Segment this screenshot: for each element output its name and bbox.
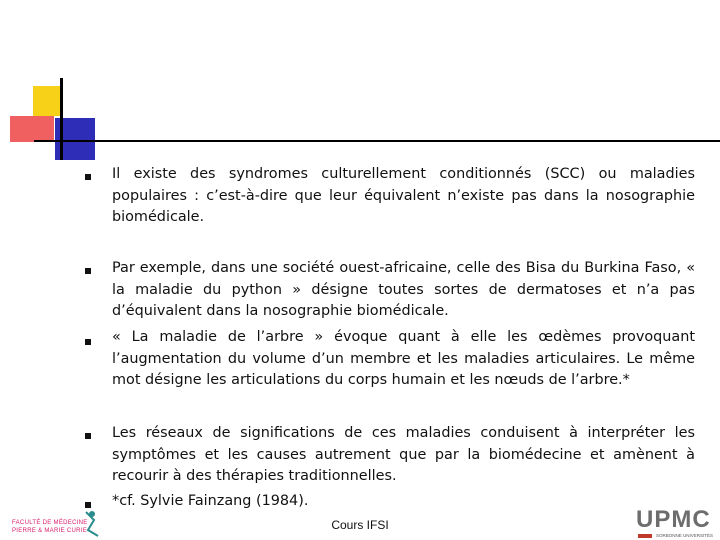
bullet-item — [112, 327, 695, 392]
bullet-text: Par exemple, dans une société ouest-africaine, celle des Bisa du Burkina Faso, « la maladie du python » désigne toutes sortes de dermatoses et n’a pas d’équivalent dans la nosographie biomédicale. — [112, 260, 695, 319]
upmc-logo-text: UPMC — [636, 506, 711, 533]
bullet-item — [112, 164, 695, 229]
bullet-item — [112, 258, 695, 323]
upmc-logo-subtitle: SORBONNE UNIVERSITÉS — [656, 533, 714, 538]
footer-course-label: Cours IFSI — [331, 518, 389, 532]
upmc-logo — [634, 506, 716, 540]
bullet-text: *cf. Sylvie Fainzang (1984). — [112, 493, 309, 509]
bullet-square-icon — [85, 433, 91, 439]
faculty-logo-line2: PIERRE & MARIE CURIE — [12, 528, 88, 534]
bullet-item — [112, 491, 695, 513]
bullet-item — [112, 423, 695, 488]
upmc-logo-bar-icon — [638, 534, 652, 538]
bullet-text: Il existe des syndromes culturellement conditionnés (SCC) ou maladies populaires : c’est-à-dire que leur équivalent n’existe pas dans la nosographie biomédicale. — [112, 166, 695, 225]
bullet-square-icon — [85, 339, 91, 345]
faculty-logo-line1: FACULTÉ DE MÉDECINE — [12, 520, 88, 526]
bullet-square-icon — [85, 268, 91, 274]
bullet-text: Les réseaux de significations de ces maladies conduisent à interpréter les symptômes et les causes autrement que par la biomédecine et amènent à recourir à des thérapies traditionnelles. — [112, 425, 695, 484]
bullet-text: « La maladie de l’arbre » évoque quant à elle les œdèmes provoquant l’augmentation du volume d’un membre et les maladies articulaires. Le même mot désigne les articulations du corps humain et les nœuds de l’arbre.* — [112, 329, 695, 388]
bullet-square-icon — [85, 174, 91, 180]
